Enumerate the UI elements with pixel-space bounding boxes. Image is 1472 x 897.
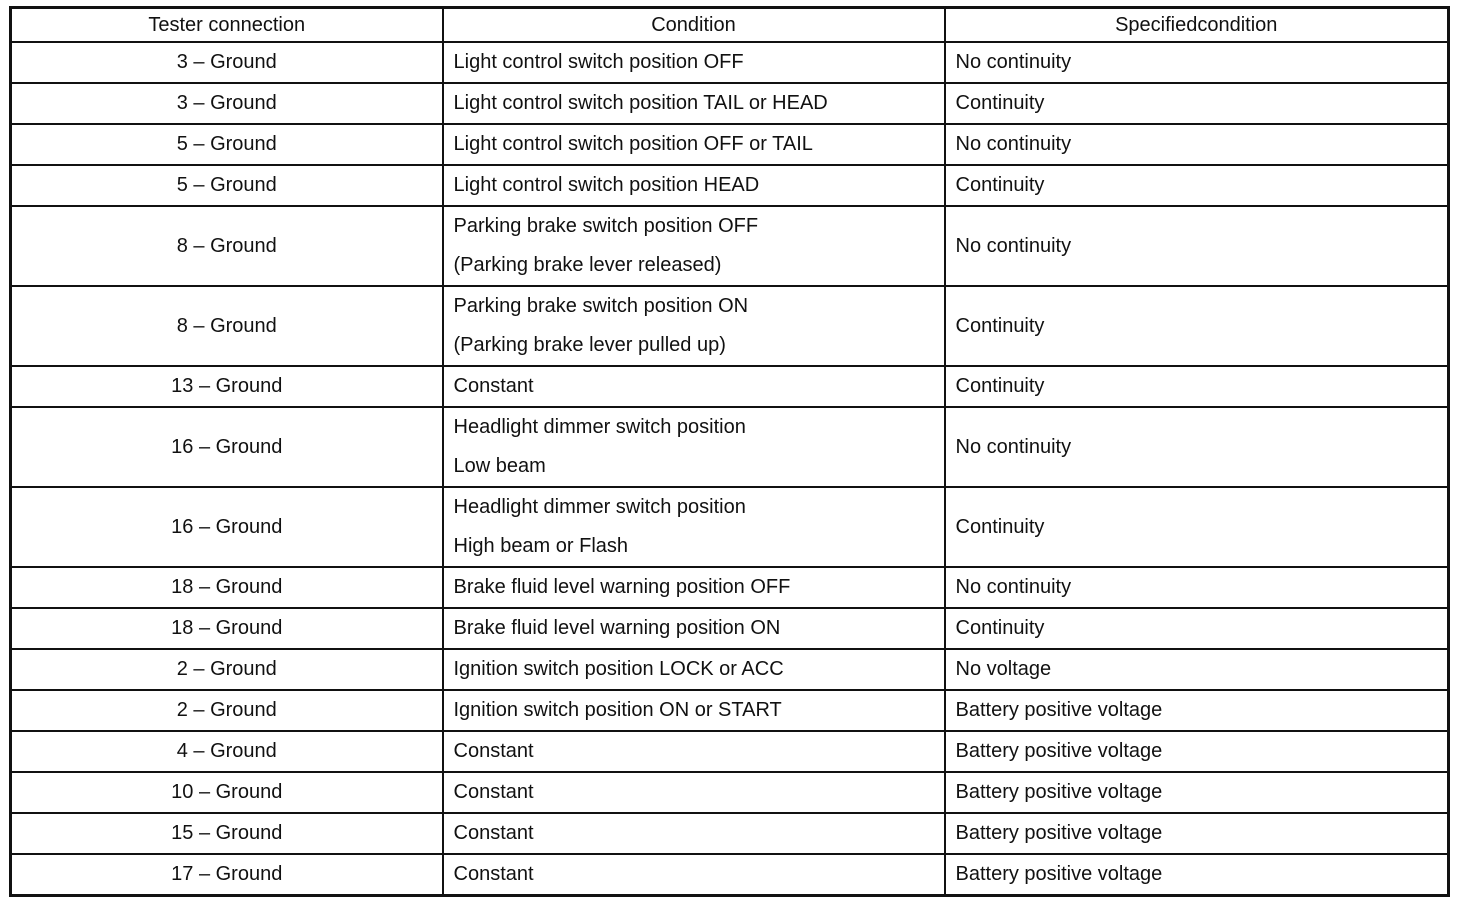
table-row	[11, 206, 1449, 286]
tester-connection-cell: 2 – Ground	[11, 649, 443, 690]
tester-connection-cell: 16 – Ground	[11, 407, 443, 487]
condition-line: Light control switch position HEAD	[453, 174, 760, 196]
specified-condition-cell: Continuity	[945, 608, 1449, 649]
tester-connection-cell: 10 – Ground	[11, 772, 443, 813]
table-row	[11, 165, 1449, 206]
condition-line: Light control switch position OFF	[453, 51, 744, 73]
specified-condition-cell: No continuity	[945, 567, 1449, 608]
specified-condition-cell: Battery positive voltage	[945, 690, 1449, 731]
condition-line: Headlight dimmer switch position	[453, 416, 746, 438]
tester-connection-cell: 5 – Ground	[11, 165, 443, 206]
condition-cell	[443, 206, 945, 286]
specified-condition-cell: Continuity	[945, 366, 1449, 407]
table-row	[11, 731, 1449, 772]
tester-connection-cell: 18 – Ground	[11, 567, 443, 608]
table-row	[11, 567, 1449, 608]
tester-connection-cell: 17 – Ground	[11, 854, 443, 896]
table-row	[11, 813, 1449, 854]
condition-cell	[443, 772, 945, 813]
specified-condition-cell: No continuity	[945, 407, 1449, 487]
condition-cell	[443, 124, 945, 165]
condition-line: Constant	[453, 781, 534, 803]
specified-condition-cell: No continuity	[945, 42, 1449, 83]
specified-condition-cell: Continuity	[945, 83, 1449, 124]
condition-line: Ignition switch position ON or START	[453, 699, 782, 721]
condition-line: Constant	[453, 822, 534, 844]
condition-line: (Parking brake lever released)	[453, 254, 722, 276]
condition-cell	[443, 649, 945, 690]
specified-condition-cell: Battery positive voltage	[945, 772, 1449, 813]
table-row	[11, 42, 1449, 83]
tester-connection-cell: 8 – Ground	[11, 206, 443, 286]
condition-line: Light control switch position OFF or TAIL	[453, 133, 813, 155]
condition-cell	[443, 407, 945, 487]
table-row	[11, 608, 1449, 649]
condition-line: High beam or Flash	[453, 535, 629, 557]
table-row	[11, 772, 1449, 813]
condition-cell	[443, 608, 945, 649]
specified-condition-cell: Continuity	[945, 165, 1449, 206]
condition-line: Parking brake switch position ON	[453, 295, 749, 317]
condition-cell	[443, 42, 945, 83]
specified-condition-cell: No continuity	[945, 124, 1449, 165]
condition-cell	[443, 83, 945, 124]
tester-connection-cell: 16 – Ground	[11, 487, 443, 567]
condition-line: Brake fluid level warning position OFF	[453, 576, 791, 598]
specified-condition-cell: No continuity	[945, 206, 1449, 286]
condition-line: Low beam	[453, 455, 546, 477]
condition-cell	[443, 813, 945, 854]
condition-cell	[443, 366, 945, 407]
table-row	[11, 83, 1449, 124]
table-row	[11, 286, 1449, 366]
tester-connection-cell: 3 – Ground	[11, 42, 443, 83]
condition-line: Light control switch position TAIL or HEAD	[453, 92, 828, 114]
specification-table	[9, 6, 1450, 897]
tester-connection-cell: 5 – Ground	[11, 124, 443, 165]
table-row	[11, 690, 1449, 731]
table-row	[11, 649, 1449, 690]
table-row	[11, 407, 1449, 487]
tester-connection-cell: 4 – Ground	[11, 731, 443, 772]
header-tester-connection: Tester connection	[11, 8, 443, 43]
tester-connection-cell: 2 – Ground	[11, 690, 443, 731]
table-row	[11, 487, 1449, 567]
specified-condition-cell: Continuity	[945, 487, 1449, 567]
tester-connection-cell: 18 – Ground	[11, 608, 443, 649]
condition-line: (Parking brake lever pulled up)	[453, 334, 726, 356]
tester-connection-cell: 15 – Ground	[11, 813, 443, 854]
specified-condition-cell: No voltage	[945, 649, 1449, 690]
condition-line: Constant	[453, 740, 534, 762]
table-row	[11, 366, 1449, 407]
condition-cell	[443, 854, 945, 896]
table-body	[11, 42, 1449, 896]
specified-condition-cell: Battery positive voltage	[945, 731, 1449, 772]
condition-line: Ignition switch position LOCK or ACC	[453, 658, 784, 680]
tester-connection-cell: 8 – Ground	[11, 286, 443, 366]
condition-line: Constant	[453, 863, 534, 885]
condition-line: Parking brake switch position OFF	[453, 215, 759, 237]
condition-cell	[443, 731, 945, 772]
specified-condition-cell: Continuity	[945, 286, 1449, 366]
condition-cell	[443, 286, 945, 366]
specified-condition-cell: Battery positive voltage	[945, 854, 1449, 896]
table-row	[11, 124, 1449, 165]
condition-cell	[443, 487, 945, 567]
condition-cell	[443, 567, 945, 608]
header-row	[11, 8, 1449, 43]
header-specified-condition: Specifiedcondition	[945, 8, 1449, 43]
condition-line: Brake fluid level warning position ON	[453, 617, 781, 639]
condition-cell	[443, 690, 945, 731]
condition-line: Headlight dimmer switch position	[453, 496, 746, 518]
specified-condition-cell: Battery positive voltage	[945, 813, 1449, 854]
header-condition: Condition	[443, 8, 945, 43]
condition-cell	[443, 165, 945, 206]
tester-connection-cell: 3 – Ground	[11, 83, 443, 124]
tester-connection-cell: 13 – Ground	[11, 366, 443, 407]
condition-line: Constant	[453, 375, 534, 397]
table-row	[11, 854, 1449, 896]
